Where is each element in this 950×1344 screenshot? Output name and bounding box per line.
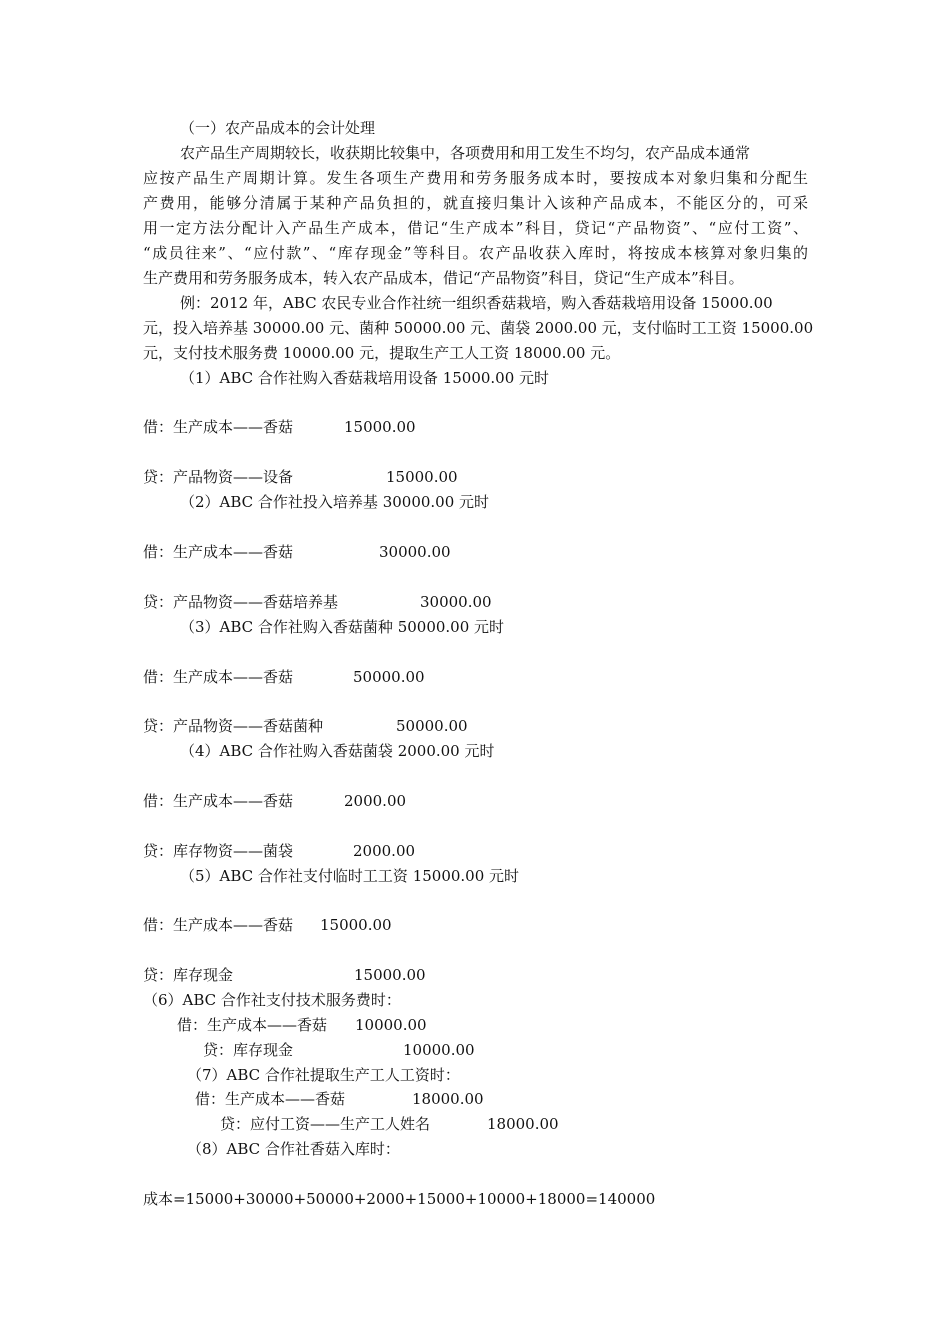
credit-amount: 2000.00 — [353, 842, 416, 860]
intro-line: 农产品生产周期较长，收获期比较集中，各项费用和用工发生不均匀，农产品成本通常 — [180, 144, 751, 162]
intro-line: 用一定方法分配计入产品生产成本，借记“生产成本”科目，贷记“产品物资”、“应付工资”、 — [143, 219, 808, 237]
cost-formula: 成本=15000+30000+50000+2000+15000+10000+18000=140000 — [143, 1190, 656, 1208]
credit-amount: 15000.00 — [386, 468, 458, 486]
debit-amount: 10000.00 — [355, 1016, 427, 1034]
intro-line: 产费用，能够分清属于某种产品负担的，就直接归集计入该种产品成本，不能区分的，可采 — [143, 194, 808, 212]
debit-account: 借：生产成本——香菇 — [177, 1016, 328, 1034]
debit-amount: 30000.00 — [379, 543, 451, 561]
intro-line: 生产费用和劳务服务成本，转入农产品成本，借记“产品物资”科目，贷记“生产成本”科目。 — [143, 269, 744, 287]
credit-account: 贷：产品物资——设备 — [143, 468, 294, 486]
credit-amount: 10000.00 — [403, 1041, 475, 1059]
intro-line: 应按产品生产周期计算。发生各项生产费用和劳务服务成本时，要按成本对象归集和分配生 — [143, 169, 808, 187]
debit-amount: 18000.00 — [412, 1090, 484, 1108]
credit-account: 贷：库存现金 — [203, 1041, 294, 1059]
example-line: 元，支付技术服务费 10000.00 元，提取生产工人工资 18000.00 元。 — [143, 344, 621, 362]
debit-amount: 50000.00 — [353, 668, 425, 686]
credit-account: 贷：产品物资——香菇培养基 — [143, 593, 339, 611]
debit-account: 借：生产成本——香菇 — [195, 1090, 346, 1108]
example-line: 例：2012 年，ABC 农民专业合作社统一组织香菇栽培，购入香菇栽培用设备 15000.00 — [180, 294, 773, 312]
debit-account: 借：生产成本——香菇 — [143, 916, 294, 934]
entry-title: （5）ABC 合作社支付临时工工资 15000.00 元时 — [180, 867, 520, 885]
entry-title: （2）ABC 合作社投入培养基 30000.00 元时 — [180, 493, 490, 511]
entry-title: （3）ABC 合作社购入香菇菌种 50000.00 元时 — [180, 618, 505, 636]
entry-title: （1）ABC 合作社购入香菇栽培用设备 15000.00 元时 — [180, 369, 550, 387]
entry-title: （7）ABC 合作社提取生产工人工资时： — [187, 1066, 460, 1084]
debit-amount: 15000.00 — [320, 916, 392, 934]
credit-amount: 18000.00 — [487, 1115, 559, 1133]
entry-title: （6）ABC 合作社支付技术服务费时： — [143, 991, 401, 1009]
credit-account: 贷：产品物资——香菇菌种 — [143, 717, 324, 735]
debit-account: 借：生产成本——香菇 — [143, 668, 294, 686]
entry-title: （8）ABC 合作社香菇入库时： — [187, 1140, 400, 1158]
credit-account: 贷：库存物资——菌袋 — [143, 842, 294, 860]
example-line: 元，投入培养基 30000.00 元、菌种 50000.00 元、菌袋 2000.00 元，支付临时工工资 15000.00 — [143, 319, 814, 337]
section-heading: （一）农产品成本的会计处理 — [180, 119, 376, 137]
debit-account: 借：生产成本——香菇 — [143, 418, 294, 436]
debit-account: 借：生产成本——香菇 — [143, 792, 294, 810]
debit-account: 借：生产成本——香菇 — [143, 543, 294, 561]
debit-amount: 2000.00 — [344, 792, 407, 810]
credit-amount: 30000.00 — [420, 593, 492, 611]
debit-amount: 15000.00 — [344, 418, 416, 436]
credit-amount: 15000.00 — [354, 966, 426, 984]
credit-account: 贷：库存现金 — [143, 966, 234, 984]
credit-amount: 50000.00 — [396, 717, 468, 735]
intro-line: “成员往来”、“应付款”、“库存现金”等科目。农产品收获入库时，将按成本核算对象归集的 — [143, 244, 808, 262]
credit-account: 贷：应付工资——生产工人姓名 — [220, 1115, 431, 1133]
entry-title: （4）ABC 合作社购入香菇菌袋 2000.00 元时 — [180, 742, 495, 760]
